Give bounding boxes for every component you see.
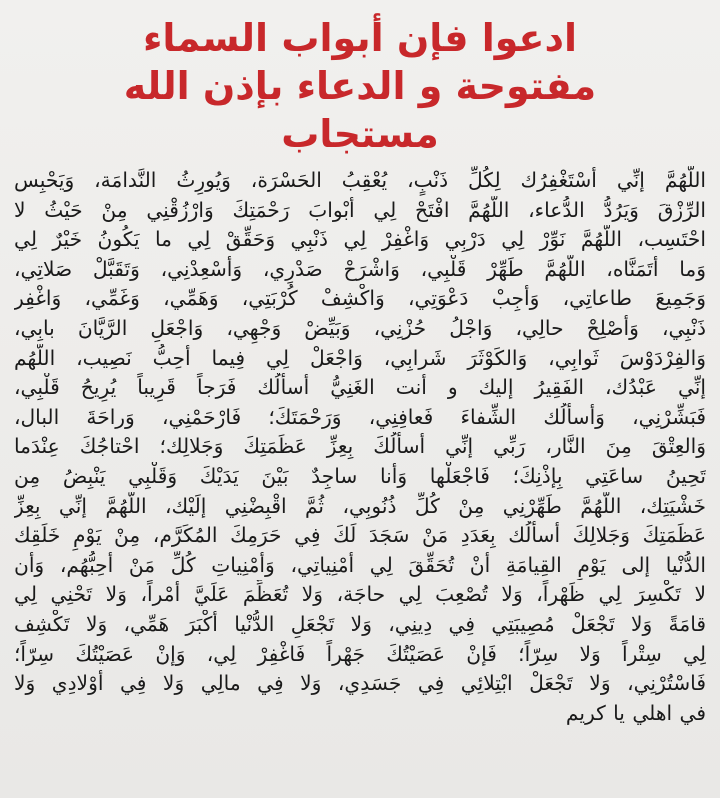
title-line-2: مفتوحة و الدعاء بإذن الله <box>123 64 597 108</box>
prayer-line: الدُّنْيا إلى يَوْمِ القِيامَةِ أنْ تُحَقِّقَ لِي أُمْنِياتِي، وَأُمْنِياتِ كُلِّ مَنْ أُحِبُّهُم، وَأن <box>14 552 706 577</box>
prayer-line: لا تَكْسِرَ لِي ظَهْراً، وَلا تُصْعِبَ لِي حاجَة، وَلا تُعَظِّمَ عَلَيَّ أمْراً، وَلا تَحْنِي لِي <box>14 582 706 607</box>
prayer-line: تَحِينُ ساعَتِي بِإذْنِكَ؛ فَاجْعَلْها وَأنا ساجِدٌ بَيْنَ يَدَيْكَ وَقَلْبِي يَنْبِضُ مِن <box>14 463 706 488</box>
prayer-line: الرِّزْقَ وَيَرُدُّ الدُّعاء، اللَّهُمَّ افْتَحْ لِي أبْوابَ رَحْمَتِكَ وَارْزُقْنِي مِنْ حَيْثُ لا <box>14 197 706 222</box>
prayer-line: ذَنْبِي، وَأصْلِحْ حالِي، وَاجْلُ حُزْنِي، وَبَيِّضْ وَجْهِي، وَاجْعَلِ الرَّيَّانَ بابِي، <box>14 315 706 340</box>
prayer-line: احْتَسِب، اللَّهُمَّ نَوِّرْ لِي دَرْبِي وَاغْفِرْ لِي ذَنْبِي وَحَقِّقْ لِي ما يَكُونُ خَيْرٌ لِي <box>14 227 706 252</box>
prayer-line: قامَةً وَلا تَجْعَلْ مُصِيبَتِي فِي دِينِي، وَلا تَجْعَلِ الدُّنْيا أكْبَرَ هَمِّي، وَلا تَكْشِف <box>14 611 706 636</box>
prayer-body <box>14 166 706 728</box>
prayer-line: عَظَمَتِكَ وَجَلالِكَ أسألُك بِعَدَدِ مَنْ سَجَدَ لَكَ فِي حَرَمِكَ المُكَرَّم، مِنْ يَوْمِ خَلَقِك <box>14 523 706 548</box>
title-line-1: ادعوا فإن أبواب السماء <box>142 16 578 60</box>
page-title <box>14 14 706 158</box>
prayer-line: خَشْيَتِك، اللَّهُمَّ طَهِّرْنِي مِنْ كُلِّ ذُنُوبِي، ثُمَّ اقْبِضْنِي إلَيْك، اللَّهُمَّ إنِّي بِعِزِّ <box>14 493 706 518</box>
prayer-line: لِي سِتْراً وَلا سِرّاً؛ فَإنْ عَصَيْتُكَ جَهْراً فَاغْفِرْ لِي، وَإنْ عَصَيْتُكَ سِرّاً؛ <box>14 641 706 666</box>
prayer-line: وَجَمِيعَ طاعاتِي، وَأجِبْ دَعْوَتِي، وَاكْشِفْ كُرْبَتِي، وَهَمِّي، وَغَمِّي، وَاغْفِر <box>14 286 706 311</box>
prayer-line: فَاسْتُرْنِي، وَلا تَجْعَلْ ابْتِلائِي فِي جَسَدِي، وَلا فِي مالِي وَلا فِي أوْلادِي وَلا <box>14 671 706 696</box>
title-line-3: مستجاب <box>281 112 439 156</box>
prayer-line: وَالفِرْدَوْسَ ثَوابِي، وَالكَوْثَرَ شَرابِي، وَاجْعَلْ لِي فِيما أُحِبُّ نَصِيب، اللَّهُم <box>14 345 706 370</box>
prayer-line: وَما أتَمَنَّاه، اللَّهُمَّ طَهِّرْ قَلْبِي، وَاشْرَحْ صَدْرِي، وَأسْعِدْنِي، وَتَقَبَّلْ صَلاتِي، <box>14 256 706 281</box>
prayer-line: وَالعِتْقَ مِنَ النَّار، رَبِّي إنِّي أسألُكَ بِعِزِّ عَظَمَتِكَ وَجَلالِك؛ احْتاجُكَ عِنْدَما <box>14 434 706 459</box>
prayer-line: فَبَشِّرْنِي، وَأسألُك الشِّفاءَ فَعافِنِي، وَرَحْمَتَكَ؛ فَارْحَمْنِي، وَراحَةَ البال، <box>14 404 706 429</box>
prayer-line-last: في اهلي يا كريم <box>565 700 706 725</box>
prayer-line: اللَّهُمَّ إنِّي أسْتَغْفِرُك لِكُلِّ ذَنْبٍ، يُعْقِبُ الحَسْرَة، وَيُورِثُ النَّدامَة، وَيَحْبِس <box>14 168 706 192</box>
prayer-line: إنِّي عَبْدُك، الفَقِيرُ إليك و أنت الغَنِيُّ أسألُك فَرَجاً قَرِيباً يُرِيحُ قَلْبِي، <box>14 375 706 400</box>
